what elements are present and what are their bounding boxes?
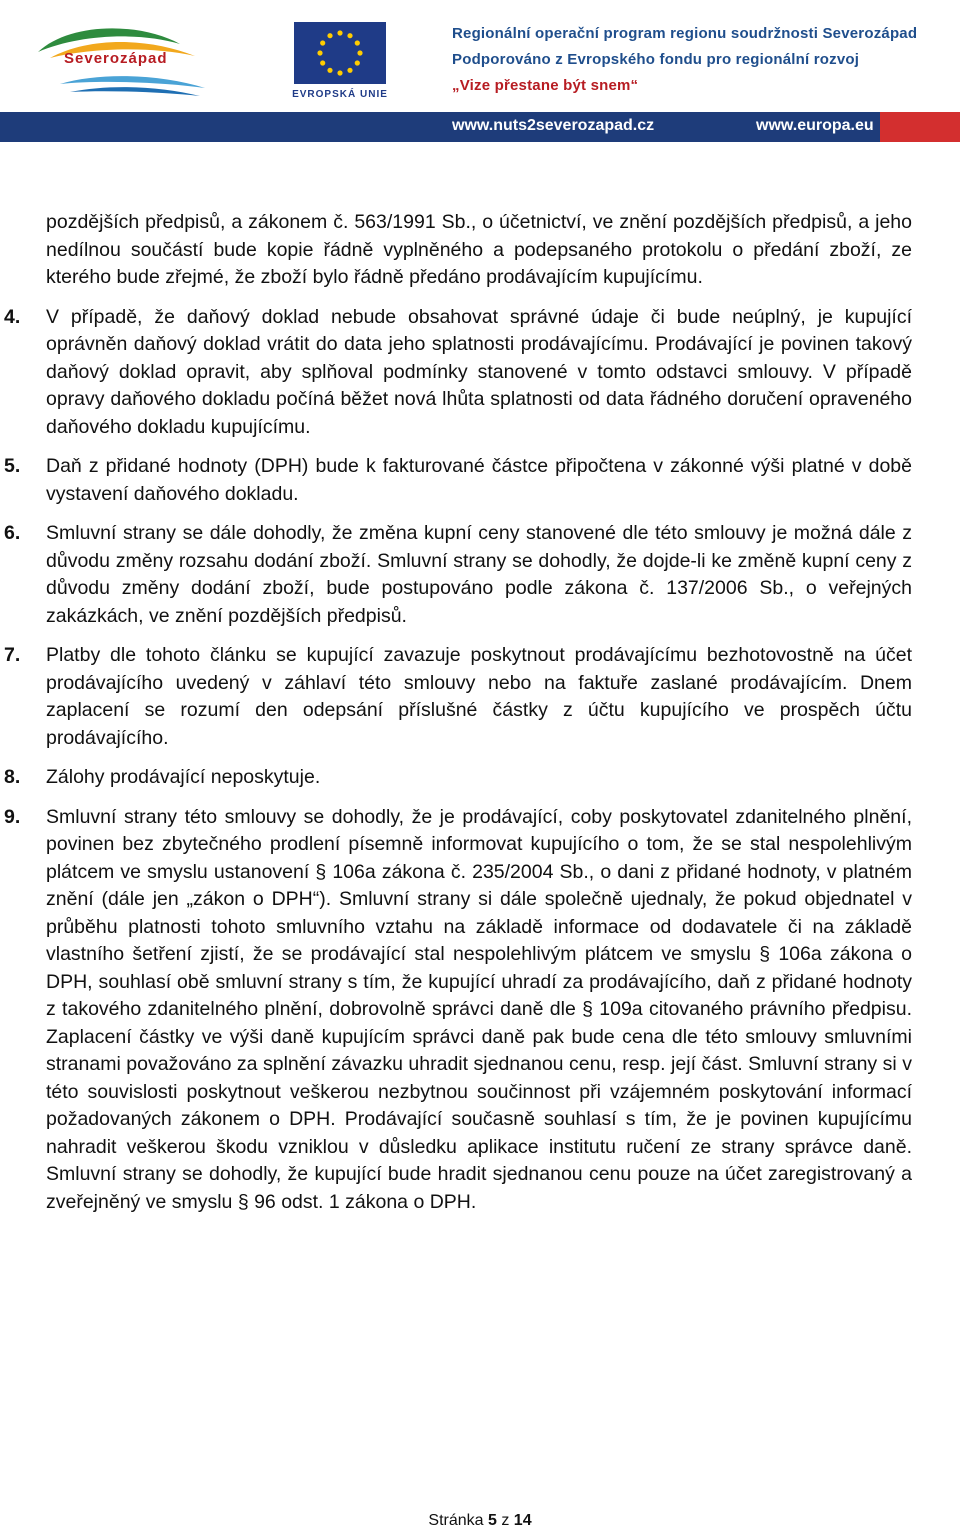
clause-number: 9.	[4, 805, 21, 828]
url-bar-blue	[0, 112, 880, 142]
clause-text: Platby dle tohoto článku se kupující zavazuje poskytnout prodávajícímu bezhotovostně na účet prodávajícího uvedený v záhlaví této smlouvy nebo na faktuře zaslané prodávajícím. Dnem zaplacení se rozumí den odepsání příslušné částky z účtu kupujícího ve prospěch účtu prodávajícího.	[46, 644, 912, 749]
program-motto: „Vize přestane být snem“	[452, 77, 639, 94]
clause-4	[4, 304, 912, 442]
eu-label: EVROPSKÁ UNIE	[292, 89, 388, 100]
clause-9	[4, 804, 912, 1217]
severozapad-logo-text: Severozápad	[64, 50, 168, 67]
intro-paragraph: pozdějších předpisů, a zákonem č. 563/1991 Sb., o účetnictví, ve znění pozdějších předpisů, a jeho nedílnou součástí bude kopie řádně vyplněného a podepsaného protokolu o předání zboží, ze kterého bude zřejmé, že zboží bylo řádně předáno prodávajícím kupujícímu.	[46, 211, 912, 288]
clause-text: V případě, že daňový doklad nebude obsahovat správné údaje či bude neúplný, je kupující oprávněn daňový doklad vrátit do data jeho splatnosti prodávajícímu. Prodávající je povinen takový daňový doklad opravit, aby splňoval podmínky stanovené v tomto odstavci smlouvy. V případě opravy daňového dokladu počíná běžet nová lhůta splatnosti od data řádného doručení opraveného daňového dokladu kupujícímu.	[46, 305, 912, 438]
clause-number: 4.	[4, 305, 21, 328]
of-word: z	[501, 1512, 510, 1529]
clause-text: Smluvní strany této smlouvy se dohodly, že je prodávající, coby poskytovatel zdanitelného plnění, povinen bez zbytečného prodlení písemně informovat kupujícího o tom, že se stal nespolehlivým plátcem ve smyslu ustanovení § 106a zákona č. 235/2004 Sb., o dani z přidané hodnoty, v platném znění (dále jen „zákon o DPH“). Smluvní strany si dále společně ujednaly, že pokud objednatel v průběhu platnosti tohoto smluvního vztahu na základě informace od dodavatele či na základě vlastního šetření zjistí, že se prodávající stal nespolehlivým plátcem ve smyslu § 106a zákona o DPH, souhlasí obě smluvní strany s tím, že kupující uhradí za prodávajícího, daň z přidané hodnoty z takového zdanitelného plnění, dobrovolně správci daně dle § 109a citovaného právního předpisu. Zaplacení částky ve výši daně kupujícím správci daně pak bude cena dle této smlouvy smluvními stranami považováno za splnění závazku uhradit sjednanou cenu, resp. její část. Smluvní strany si v této souvislosti poskytnout veškerou nezbytnou součinnost při vzájemném poskytování informací požadovaných zákonem o DPH. Prodávající současně souhlasí s tím, že je povinen kupujícímu nahradit veškerou škodu vzniklou v důsledku aplikace institutu ručení ze strany správce daně. Smluvní strany se dohodly, že kupující bude hradit sjednanou cenu pouze na účet zaregistrovaný a zveřejněný ve smyslu § 96 odst. 1 zákona o DPH.	[46, 805, 912, 1213]
clause-number: 7.	[4, 644, 21, 666]
clause-8	[4, 764, 912, 792]
clause-text: Daň z přidané hodnoty (DPH) bude k fakturované částce připočtena v zákonné výši platné v době vystavení daňového dokladu.	[46, 455, 912, 505]
clause-text: Smluvní strany se dále dohodly, že změna kupní ceny stanovené dle této smlouvy je možná dále z důvodu změny rozsahu dodání zboží. Smluvní strany se dohodly, že dojde-li ke změně kupní ceny z důvodu změny dodání zboží, bude postupováno podle zákona č. 137/2006 Sb., o veřejných zakázkách, ve znění pozdějších předpisů.	[46, 522, 912, 627]
page-footer	[0, 1512, 960, 1530]
eu-flag-icon	[294, 22, 386, 84]
document-body	[4, 209, 912, 1216]
clause-number: 5.	[4, 455, 21, 477]
clause-7	[4, 642, 912, 752]
clause-number: 6.	[4, 522, 21, 544]
page-current: 5	[487, 1512, 497, 1529]
program-subtitle: Podporováno z Evropského fondu pro regionální rozvoj	[452, 51, 860, 68]
url-bar-red	[880, 112, 960, 142]
nuts2-link[interactable]: www.nuts2severozapad.cz	[452, 117, 655, 134]
clause-6	[4, 520, 912, 630]
page-word: Stránka	[428, 1512, 484, 1529]
europa-link[interactable]: www.europa.eu	[756, 117, 874, 134]
page-total: 14	[513, 1512, 532, 1529]
clause-number: 8.	[4, 766, 21, 788]
clause-text: Zálohy prodávající neposkytuje.	[46, 766, 321, 788]
clause-5	[4, 453, 912, 508]
program-title: Regionální operační program regionu soudržnosti Severozápad	[452, 25, 918, 42]
page-header	[0, 0, 960, 148]
